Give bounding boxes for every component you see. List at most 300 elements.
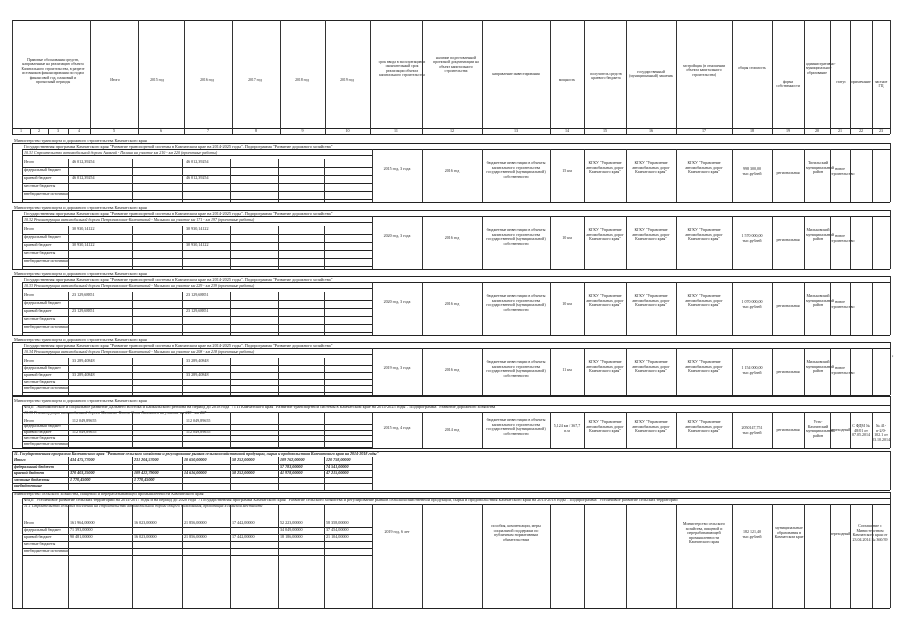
grid-line bbox=[804, 348, 805, 395]
grid-line bbox=[676, 504, 677, 608]
obj1034-gov-customer: КГКУ "Управление автомобильных дорог Камчатского края" bbox=[632, 359, 670, 374]
grid-line bbox=[482, 504, 483, 608]
grid-line bbox=[324, 457, 325, 490]
grid-line bbox=[850, 412, 851, 448]
grid-line bbox=[732, 282, 733, 335]
obj1035-developer: КГКУ "Управление автомобильных дорог Камчатского края" bbox=[685, 419, 723, 434]
grid-line bbox=[324, 412, 325, 448]
obj1031-source-4: внебюджетные источники bbox=[24, 190, 69, 196]
fcp-label: ФЦП "Экономическое и социальное развитие Дальнего Востока и Байкальского региона на период до 2018 года" / ГП Камчатского края "Развитие транспортной системы в Камчатском крае на 2014-2025 годы". Подпрограмма "Развитие дорожного хозяйства" bbox=[24, 404, 498, 409]
obj1035-2016-regional: 112 049,89655 bbox=[186, 429, 211, 435]
grid-line bbox=[676, 149, 677, 202]
rural-cost: 182 121,40 тыс.рублей bbox=[742, 529, 762, 539]
grid-line bbox=[584, 216, 585, 269]
section-bottom bbox=[12, 448, 890, 449]
summary-row-2-v3: 58 252,00000 bbox=[232, 470, 255, 476]
header-col1: Правовые обоснования средств, направленные на реализацию объекта Капитального строительства, в разрезе источников финансирования по годам финансовой год, плановый и прогнозный периоды bbox=[21, 58, 85, 85]
grid-line bbox=[676, 282, 677, 335]
obj1034-source-3: местные бюджеты bbox=[24, 378, 56, 384]
grid-line bbox=[372, 282, 373, 335]
grid-line bbox=[482, 412, 483, 448]
grid-line bbox=[584, 504, 585, 608]
source-row-line bbox=[22, 379, 372, 380]
summary-row-0-v5: 120 758,00000 bbox=[326, 457, 351, 462]
grid-line bbox=[772, 149, 773, 202]
obj1031-source-0: Итого bbox=[24, 159, 35, 164]
section-bottom bbox=[12, 202, 890, 203]
source-row-line bbox=[22, 541, 372, 542]
source-row-line bbox=[22, 266, 372, 267]
source-row-line bbox=[22, 242, 372, 243]
header-col-divider bbox=[280, 20, 281, 134]
grid-line bbox=[676, 412, 677, 448]
grid-line bbox=[68, 292, 69, 335]
obj1033-regional-value: 23 129,68851 bbox=[72, 307, 95, 313]
obj1033-gov-customer: КГКУ "Управление автомобильных дорог Камчатского края" bbox=[632, 293, 670, 308]
grid-line bbox=[182, 412, 183, 448]
grid-line bbox=[830, 412, 831, 448]
header-year-2017: 2017 год bbox=[248, 78, 262, 82]
header-number-cell: 3 bbox=[56, 128, 60, 133]
rural-row-2-v3: 17 442,00000 bbox=[232, 534, 255, 539]
grid-line bbox=[422, 504, 423, 608]
rural-row-2-v4: 18 186,00000 bbox=[280, 534, 303, 539]
obj1033-customer: КГКУ "Управление автомобильных дорог Камчатского края" bbox=[586, 293, 624, 308]
obj1035-regional-value: 112 049,89655 bbox=[72, 429, 97, 435]
grid-line bbox=[890, 210, 891, 269]
obj1034-source-4: внебюджетные источники bbox=[24, 385, 69, 391]
obj1034-municipality: Мильковский муниципальный район bbox=[806, 359, 834, 374]
grid-line bbox=[830, 282, 831, 335]
grid-line bbox=[22, 498, 23, 608]
grid-line bbox=[12, 396, 13, 448]
grid-line bbox=[422, 348, 423, 395]
rural-municipality: муниципальные образования в Камчатском крае bbox=[774, 525, 804, 540]
obj1033-capacity: 10 км bbox=[562, 301, 572, 306]
section-line bbox=[12, 396, 890, 397]
source-row-line bbox=[22, 424, 372, 425]
section-line bbox=[22, 498, 890, 499]
grid-line bbox=[626, 149, 627, 202]
grid-line bbox=[872, 412, 873, 448]
source-row-line bbox=[22, 250, 372, 251]
obj1033-total-value: 23 129,68851 bbox=[72, 292, 95, 297]
obj1031-customer: КГКУ "Управление автомобильных дорог Камчатского края" bbox=[586, 160, 624, 175]
summary-row-2-v0: 370 403,25000 bbox=[70, 470, 95, 476]
summary-row-2-v5: 47 215,00000 bbox=[326, 470, 349, 476]
grid-line bbox=[182, 504, 183, 608]
rural-row-2-v1: 16 023,00000 bbox=[134, 534, 157, 539]
rural-source-1: федеральный бюджет bbox=[24, 527, 61, 532]
grid-line bbox=[550, 282, 551, 335]
grid-line bbox=[890, 396, 891, 448]
obj1033-source-4: внебюджетные источники bbox=[24, 323, 69, 329]
header-col-divider bbox=[232, 20, 233, 134]
object-title-1034: 10.34 Реконструкция автомобильной дороги Петропавловск-Камчатский - Мильково на участке км 208 - км 218 (проектные работы) bbox=[24, 349, 255, 354]
rural-row-2-v0: 90 481,00000 bbox=[70, 534, 93, 539]
summary-label: 11. Государственная программа Камчатского края "Развитие сельского хозяйства и регулирование рынков сельскохозяйственной продукции, сырья и продовольствия Камчатского края на 2014-2018 годы" bbox=[14, 451, 379, 456]
obj1035-source-0: Итого bbox=[24, 417, 35, 423]
header-docs: наличие подготовленной проектной документации на объект капитального строительства bbox=[433, 56, 479, 74]
grid-line bbox=[772, 348, 773, 395]
obj1033-source-1: федеральный бюджет bbox=[24, 299, 61, 305]
obj1031-capacity: 15 км bbox=[562, 168, 572, 173]
grid-line bbox=[584, 149, 585, 202]
grid-line bbox=[324, 159, 325, 202]
obj1034-capacity: 11 км bbox=[562, 367, 572, 372]
obj1035-capacity: 5,124 км / 367,7 п.м bbox=[553, 423, 581, 433]
header-col-divider bbox=[90, 20, 91, 134]
obj1033-source-0: Итого bbox=[24, 292, 35, 297]
ministry-rural-label: Министерство сельского хозяйства, пищевой и перерабатывающей промышленности Камчатского края bbox=[14, 491, 204, 496]
header-number-cell: 4 bbox=[77, 128, 81, 133]
header-number-cell: 11 bbox=[394, 128, 398, 133]
grid-line bbox=[68, 159, 69, 202]
summary-row-1-v5: 74 541,00000 bbox=[326, 463, 349, 469]
obj1031-2016-total: 46 012,39254 bbox=[186, 159, 209, 164]
grid-line bbox=[772, 412, 773, 448]
grid-line bbox=[278, 504, 279, 608]
grid-line bbox=[230, 358, 231, 395]
obj1032-status: новое строительство bbox=[830, 233, 855, 243]
grid-line bbox=[132, 412, 133, 448]
number-row-divider bbox=[48, 128, 49, 134]
ministry-label-3: Министерство транспорта и дорожного строительства Камчатского края bbox=[14, 271, 147, 276]
rural-row-0-v1: 16 023,00000 bbox=[134, 520, 157, 525]
grid-line bbox=[872, 504, 873, 608]
grid-line bbox=[482, 282, 483, 335]
grid-line bbox=[372, 348, 373, 395]
grid-line bbox=[626, 504, 627, 608]
obj1035-customer: КГКУ "Управление автомобильных дорог Камчатского края" bbox=[586, 419, 624, 434]
grid-line bbox=[850, 216, 851, 269]
obj1031-source-2: краевой бюджет bbox=[24, 174, 52, 180]
grid-line bbox=[732, 412, 733, 448]
summary-row-2-v1: 109 422,79000 bbox=[134, 470, 159, 476]
obj1035-form: региональная bbox=[776, 427, 800, 432]
grid-line bbox=[872, 149, 873, 202]
rural-row-1-v5: 37 454,00000 bbox=[326, 527, 349, 532]
grid-line bbox=[182, 226, 183, 269]
source-row-line bbox=[22, 199, 372, 200]
rural-source-4: внебюджетные источники bbox=[24, 548, 69, 553]
grid-line bbox=[278, 412, 279, 448]
header-last: частное ГЦ bbox=[874, 80, 888, 89]
grid-line bbox=[230, 159, 231, 202]
table-top-border bbox=[12, 20, 890, 21]
obj1035-docs: 2014 год bbox=[444, 427, 460, 432]
grid-line bbox=[68, 412, 69, 448]
obj1035-source-4: внебюджетные источники bbox=[24, 440, 69, 446]
grid-line bbox=[132, 457, 133, 490]
grid-line bbox=[890, 492, 891, 608]
grid-line bbox=[626, 282, 627, 335]
source-row-line bbox=[22, 527, 372, 528]
obj1035-gov-customer: КГКУ "Управление автомобильных дорог Камчатского края" bbox=[632, 419, 670, 434]
summary-row-line bbox=[12, 477, 372, 478]
obj1031-source-1: федеральный бюджет bbox=[24, 166, 61, 172]
obj1034-regional-value: 33 289,40848 bbox=[72, 371, 95, 377]
section-line bbox=[22, 149, 890, 150]
obj1035-municipality: Усть-Камчатский муниципальный район bbox=[806, 419, 834, 438]
section-line bbox=[12, 276, 890, 277]
grid-line bbox=[132, 504, 133, 608]
grid-line bbox=[676, 348, 677, 395]
header-col-name: Итого bbox=[110, 78, 120, 82]
obj1035-direction: бюджетные инвестиции в объекты капитального строительства государственной (муниципальной) собственности bbox=[486, 417, 546, 436]
grid-line bbox=[890, 451, 891, 490]
obj1033-municipality: Мильковский муниципальный район bbox=[806, 293, 834, 308]
header-col-divider bbox=[732, 20, 733, 134]
gp-label-2: Государственная программа Камчатского края "Развитие транспортной системы в Камчатском крае на 2014-2025 годы". Подпрограмма "Развитие дорожного хозяйства" bbox=[24, 211, 333, 216]
section-line bbox=[22, 405, 890, 406]
grid-line bbox=[278, 457, 279, 490]
header-col-divider bbox=[772, 20, 773, 134]
header-number-cell: 16 bbox=[648, 128, 654, 133]
grid-line bbox=[804, 216, 805, 269]
grid-line bbox=[890, 276, 891, 335]
obj1034-source-2: краевой бюджет bbox=[24, 371, 52, 377]
table-bottom-border bbox=[12, 608, 890, 609]
grid-line bbox=[422, 282, 423, 335]
grid-line bbox=[12, 342, 13, 395]
source-row-line bbox=[22, 183, 372, 184]
rural-source-3: местные бюджеты bbox=[24, 541, 56, 546]
gp-label-4: Государственная программа Камчатского края "Развитие транспортной системы в Камчатском крае на 2014-2025 годы". Подпрограмма "Развитие дорожного хозяйства" bbox=[24, 343, 333, 348]
header-cost: общая стоимость bbox=[738, 66, 766, 70]
header-year-2019: 2019 год bbox=[340, 78, 354, 82]
header-developer: застройщик (в отношении объекта капитального строительства) bbox=[682, 64, 726, 77]
header-bottom-border bbox=[12, 128, 890, 129]
object-title-1033: 10.33 Реконструкция автомобильной дороги Петропавловск-Камчатский - Мильково на участке км 229 - км 239 (проектные работы) bbox=[24, 283, 255, 288]
grid-line bbox=[132, 226, 133, 269]
summary-row-0-v3: 58 252,00000 bbox=[232, 457, 255, 462]
source-row-line bbox=[22, 167, 372, 168]
header-number-cell: 5 bbox=[112, 128, 116, 133]
header-year-2016: 2016 год bbox=[200, 78, 214, 82]
grid-line bbox=[182, 457, 183, 490]
header-col-divider bbox=[830, 20, 831, 134]
obj1031-total-value: 46 012,39254 bbox=[72, 159, 95, 164]
rural-source-0: Итого bbox=[24, 520, 35, 525]
grid-line bbox=[850, 282, 851, 335]
number-row-divider bbox=[30, 128, 31, 134]
obj1034-direction: бюджетные инвестиции в объекты капитального строительства государственной (муниципальной) собственности bbox=[486, 359, 546, 378]
summary-row-0-v1: 231 204,57000 bbox=[134, 457, 159, 462]
obj1031-regional-value: 46 012,39254 bbox=[72, 174, 95, 180]
source-row-line bbox=[22, 392, 372, 393]
grid-line bbox=[890, 342, 891, 395]
obj1032-municipality: Мильковский муниципальный район bbox=[806, 227, 834, 242]
rural-row-0-v4: 52 223,00000 bbox=[280, 520, 303, 525]
section-line bbox=[22, 504, 890, 505]
summary-row-line bbox=[12, 483, 372, 484]
section-line bbox=[22, 155, 372, 156]
obj1032-source-0: Итого bbox=[24, 226, 35, 231]
summary-row-2-v4: 41 978,00000 bbox=[280, 470, 303, 476]
grid-line bbox=[132, 159, 133, 202]
obj1034-deadline: 2019 год, 3 года bbox=[383, 365, 411, 370]
obj1032-source-4: внебюджетные источники bbox=[24, 257, 69, 263]
section-line bbox=[22, 222, 372, 223]
header-col-divider bbox=[676, 20, 677, 134]
grid-line bbox=[278, 226, 279, 269]
header-number-cell: 10 bbox=[345, 128, 350, 133]
ministry-label-5: Министерство транспорта и дорожного строительства Камчатского края bbox=[14, 398, 147, 403]
section-line bbox=[22, 216, 890, 217]
source-row-line bbox=[22, 300, 372, 301]
obj1031-form: региональная bbox=[776, 170, 800, 175]
rural-row-2-v2: 21 856,00000 bbox=[184, 534, 207, 539]
grid-line bbox=[872, 216, 873, 269]
header-number-cell: 12 bbox=[449, 128, 455, 133]
page-mark: , bbox=[892, 352, 894, 358]
grid-line bbox=[230, 412, 231, 448]
header-number-cell: 2 bbox=[37, 128, 41, 133]
header-direction: направление инвестирования bbox=[492, 72, 540, 76]
obj1033-docs: 2016 год bbox=[444, 301, 460, 306]
rural-row-1-v4: 34 049,00000 bbox=[280, 527, 303, 532]
grid-line bbox=[584, 282, 585, 335]
obj1032-deadline: 2020 год, 3 года bbox=[383, 233, 411, 238]
obj1033-source-3: местные бюджеты bbox=[24, 315, 56, 321]
grid-line bbox=[68, 358, 69, 395]
section-line bbox=[12, 210, 890, 211]
header-number-cell: 19 bbox=[785, 128, 791, 133]
object-title-1035: 10.35 Реконструкция автомобильной дороги Мильково-Ключи-Усть-Камчатск на участке км 243 - км 267 bbox=[24, 410, 207, 415]
obj1034-cost: 1 154 000,00 тыс.рублей bbox=[741, 365, 763, 375]
summary-row-4-name: внебюджетные bbox=[14, 483, 42, 489]
obj1032-cost: 1 570 000,00 тыс.рублей bbox=[741, 233, 763, 243]
obj1035-note: С ФДМ № 48/01 от 07.05.2014 bbox=[852, 423, 870, 438]
header-col-divider bbox=[550, 20, 551, 134]
obj1031-gov-customer: КГКУ "Управление автомобильных дорог Камчатского края" bbox=[632, 160, 670, 175]
obj1034-source-1: федеральный бюджет bbox=[24, 364, 61, 370]
source-row-line bbox=[22, 555, 372, 556]
header-col-divider bbox=[422, 20, 423, 134]
grid-line bbox=[182, 292, 183, 335]
rural-object-title: 11.1 Строительство сельских поселений на строительство автомобильной дороги общего пользования, проходящих в сельской местности bbox=[24, 503, 263, 508]
source-row-line bbox=[22, 548, 372, 549]
summary-row-0-name: Итого bbox=[14, 457, 26, 462]
obj1031-developer: КГКУ "Управление автомобильных дорог Камчатского края" bbox=[685, 160, 723, 175]
grid-line bbox=[772, 216, 773, 269]
obj1032-total-value: 30 930,14122 bbox=[72, 226, 95, 231]
grid-line bbox=[804, 504, 805, 608]
header-number-cell: 23 bbox=[878, 128, 884, 133]
obj1032-capacity: 10 км bbox=[562, 235, 572, 240]
header-number-cell: 17 bbox=[701, 128, 707, 133]
grid-line bbox=[482, 216, 483, 269]
header-number-cell: 13 bbox=[513, 128, 519, 133]
header-number-cell: 20 bbox=[814, 128, 820, 133]
obj1035-total-value: 112 049,89655 bbox=[72, 417, 97, 423]
rural-deadline: 2019 год, 6 лет bbox=[384, 529, 410, 534]
grid-line bbox=[132, 358, 133, 395]
section-bottom bbox=[12, 335, 890, 336]
grid-line bbox=[372, 216, 373, 269]
summary-row-line bbox=[12, 464, 372, 465]
section-line bbox=[22, 282, 890, 283]
grid-line bbox=[626, 412, 627, 448]
rural-row-0-v5: 58 358,00000 bbox=[326, 520, 349, 525]
grid-line bbox=[324, 504, 325, 608]
gp-label-1: Государственная программа Камчатского края "Развитие транспортной системы в Камчатском крае на 2014-2025 годы". Подпрограмма "Развитие дорожного хозяйства" bbox=[24, 144, 333, 149]
object-title-1031: 10.31 Строительство автомобильной дороги Анавгай - Палана на участке км 210 - км 220 (проектные работы) bbox=[24, 150, 218, 155]
source-row-line bbox=[22, 234, 372, 235]
obj1032-customer: КГКУ "Управление автомобильных дорог Камчатского края" bbox=[586, 227, 624, 242]
obj1035-source-3: местные бюджеты bbox=[24, 435, 56, 440]
obj1032-developer: КГКУ "Управление автомобильных дорог Камчатского края" bbox=[685, 227, 723, 242]
header-col-divider bbox=[184, 20, 185, 134]
grid-line bbox=[850, 149, 851, 202]
grid-line bbox=[278, 292, 279, 335]
grid-line bbox=[372, 457, 373, 490]
rural-note: Соглашение с Министерством Камчатского края от 23.04.2014 № 360/39 bbox=[852, 523, 888, 542]
obj1031-docs: 2016 год bbox=[444, 168, 460, 173]
grid-line bbox=[12, 143, 13, 202]
source-row-line bbox=[22, 534, 372, 535]
grid-line bbox=[732, 216, 733, 269]
header-deadline: срок ввода в эксплуатацию и окончательный срок реализации объекта капитального строительства bbox=[378, 60, 426, 78]
obj1031-cost: 998 300,00 тыс.рублей bbox=[742, 166, 762, 176]
header-municipality: административно-муниципальное образование bbox=[806, 62, 836, 75]
obj1035-2016-total: 112 049,89655 bbox=[186, 417, 211, 423]
summary-row-3-v1: 1 770,45000 bbox=[134, 476, 155, 482]
obj1034-docs: 2016 год bbox=[444, 367, 460, 372]
header-col-divider bbox=[804, 20, 805, 134]
grid-line bbox=[676, 216, 677, 269]
header-number-cell: 7 bbox=[206, 128, 210, 133]
obj1032-form: региональная bbox=[776, 237, 800, 242]
obj1032-source-2: краевой бюджет bbox=[24, 241, 52, 247]
grid-line bbox=[804, 149, 805, 202]
obj1031-direction: бюджетные инвестиции в объекты капитального строительства государственной (муниципальной) собственности bbox=[486, 160, 546, 179]
grid-line bbox=[182, 159, 183, 202]
obj1034-total-value: 33 289,40848 bbox=[72, 358, 95, 363]
grid-line bbox=[890, 143, 891, 202]
header-gov-customer: государственный (муниципальный) заказчик bbox=[629, 70, 673, 79]
grid-line bbox=[626, 348, 627, 395]
obj1035-deadline: 2015 год, 4 года bbox=[383, 425, 411, 430]
grid-line bbox=[804, 282, 805, 335]
grid-line bbox=[550, 504, 551, 608]
grid-line bbox=[230, 457, 231, 490]
obj1034-2016-total: 33 289,40848 bbox=[186, 358, 209, 363]
object-title-1032: 10.32 Реконструкция автомобильной дороги Петропавловск-Камчатский - Мильково на участке км 171 - км 197 (проектные работы) bbox=[24, 217, 255, 222]
obj1035-source-2: краевой бюджет bbox=[24, 429, 52, 435]
source-row-line bbox=[22, 324, 372, 325]
grid-line bbox=[482, 348, 483, 395]
grid-line bbox=[324, 226, 325, 269]
obj1033-developer: КГКУ "Управление автомобильных дорог Камчатского края" bbox=[685, 293, 723, 308]
source-row-line bbox=[22, 441, 372, 442]
grid-line bbox=[230, 504, 231, 608]
header-number-cell: 1 bbox=[19, 128, 23, 133]
obj1035-cost: 2050147,751 тыс.рублей bbox=[741, 425, 763, 435]
grid-line bbox=[550, 149, 551, 202]
source-row-line bbox=[22, 191, 372, 192]
summary-top bbox=[12, 451, 890, 452]
header-capacity: мощность bbox=[558, 78, 576, 82]
grid-line bbox=[230, 292, 231, 335]
source-row-line bbox=[22, 175, 372, 176]
grid-line bbox=[830, 348, 831, 395]
budget-table-sheet bbox=[12, 20, 890, 620]
grid-line bbox=[772, 504, 773, 608]
grid-line bbox=[482, 149, 483, 202]
header-number-cell: 15 bbox=[602, 128, 608, 133]
